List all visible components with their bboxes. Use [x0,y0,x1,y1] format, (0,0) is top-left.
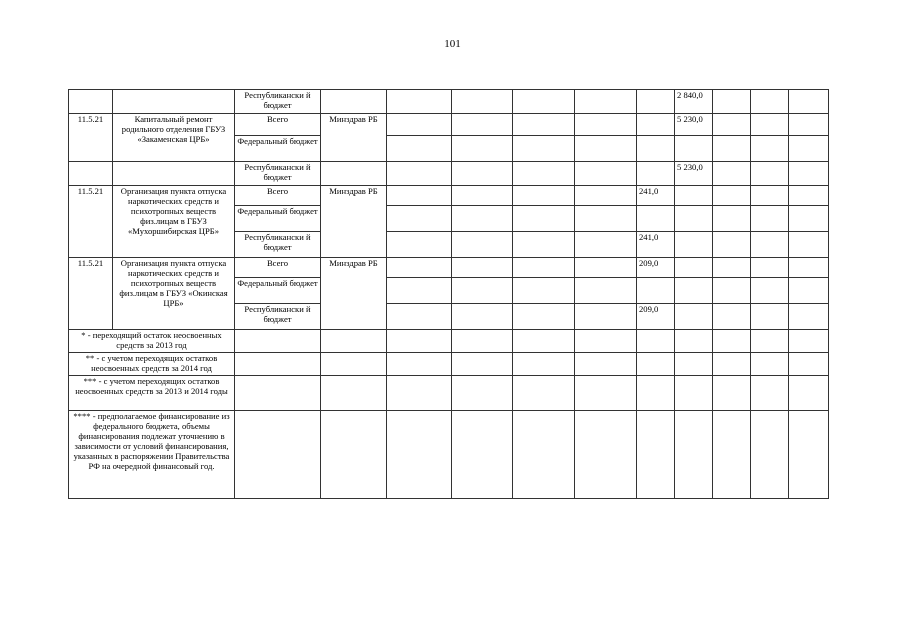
source-cell: Республикански й бюджет [235,162,321,186]
page-number: 101 [444,38,461,50]
source-cell: Республикански й бюджет [235,90,321,114]
value-cell: 209,0 [637,258,675,278]
item-code: 11.5.21 [69,114,113,162]
item-code: 11.5.21 [69,258,113,330]
value-cell: 209,0 [637,304,675,330]
item-name: Организация пункта отпуска наркотических средств и психотропных веществ физ.лицам в ГБУЗ «Мухоршибирская ЦРБ» [113,186,235,258]
value-cell: 241,0 [637,186,675,206]
footnote: ** - с учетом переходящих остатков неосвоенных средств за 2014 год [69,353,235,376]
footnote: * - переходящий остаток неосвоенных средств за 2013 год [69,330,235,353]
item-name: Организация пункта отпуска наркотических средств и психотропных веществ физ.лицам в ГБУЗ «Окинская ЦРБ» [113,258,235,330]
table-row [69,258,829,278]
value-cell: 5 230,0 [675,114,713,136]
source-cell: Федеральный бюджет [235,206,321,232]
value-cell: 5 230,0 [675,162,713,186]
value-cell: 241,0 [637,232,675,258]
item-name: Капитальный ремонт родильного отделения ГБУЗ «Закаменская ЦРБ» [113,114,235,162]
executor-cell: Минздрав РБ [321,114,387,162]
executor-cell: Минздрав РБ [321,186,387,258]
source-cell: Республикански й бюджет [235,304,321,330]
table-row [69,114,829,136]
executor-cell: Минздрав РБ [321,258,387,330]
source-cell: Всего [235,258,321,278]
value-cell: 2 840,0 [675,90,713,114]
source-cell: Федеральный бюджет [235,278,321,304]
source-cell: Республикански й бюджет [235,232,321,258]
footnote: *** - с учетом переходящих остатков неосвоенных средств за 2013 и 2014 годы [69,376,235,411]
source-cell: Всего [235,186,321,206]
footnote-row [69,353,829,376]
table-row [69,162,829,186]
table-row [69,90,829,114]
footnote-row [69,330,829,353]
source-cell: Всего [235,114,321,136]
footnote: **** - предполагаемое финансирование из федерального бюджета, объемы финансирования подлежат уточнению в зависимости от условий финансирования, указанных в распоряжении Правительства РФ на очередной финансовый год. [69,411,235,499]
source-cell: Федеральный бюджет [235,136,321,162]
table-row [69,186,829,206]
footnote-row [69,411,829,499]
item-code: 11.5.21 [69,186,113,258]
budget-table [68,89,829,499]
footnote-row [69,376,829,411]
